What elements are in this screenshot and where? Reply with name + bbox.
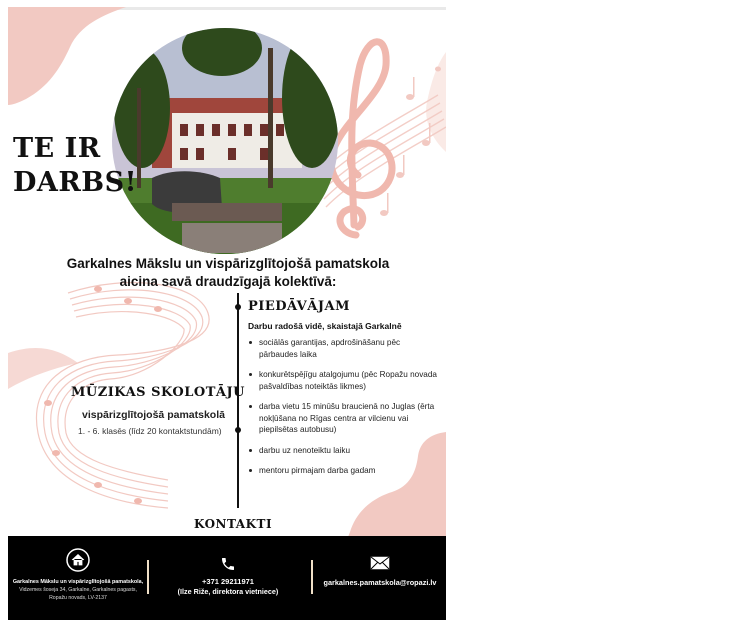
list-item: sociālās garantijas, apdrošināšanu pēc pārbaudes laika: [248, 337, 438, 360]
timeline-dot-job: [235, 427, 241, 433]
timeline-divider: [237, 293, 239, 508]
address-block: [10, 548, 146, 602]
email-block: [316, 556, 444, 588]
offer-subtitle: Darbu radošā vidē, skaistajā Garkalnē: [248, 321, 402, 331]
envelope-icon: [370, 556, 390, 570]
school-photo: [112, 28, 338, 254]
headline-line-2: DARBS!: [13, 167, 137, 198]
headline: [13, 132, 137, 200]
footer-separator: [311, 560, 313, 594]
home-icon: [66, 548, 90, 572]
address-name: Garkalnes Mākslu un vispārizglītojošā pamatskola,: [12, 579, 144, 585]
phone-number[interactable]: +371 29211971: [202, 577, 254, 586]
phone-person: (Ilze Riže, direktora vietniece): [177, 587, 279, 596]
phone-block: [158, 556, 298, 597]
intro-line-2: aicina savā draudzīgajā kolektīvā:: [119, 274, 337, 289]
timeline-dot-offer: [235, 304, 241, 310]
intro-text: [48, 255, 408, 291]
address-line-1: Vidzemes šoseja 34, Garkalne, Garkalnes pagasts,: [19, 587, 137, 593]
address-line-2: Ropažu novads, LV-2137: [49, 595, 107, 601]
contacts-footer: [8, 536, 446, 620]
contacts-title: KONTAKTI: [194, 517, 273, 531]
headline-line-1: TE IR: [13, 133, 101, 164]
footer-separator: [147, 560, 149, 594]
intro-line-1: Garkalnes Mākslu un vispārizglītojošā pamatskola: [66, 256, 390, 271]
offer-title: PIEDĀVĀJAM: [248, 299, 350, 314]
list-item: mentoru pirmajam darba gadam: [248, 465, 438, 477]
list-item: konkurētspējīgu atalgojumu (pēc Ropažu novada pašvaldības noteiktās likmes): [248, 369, 438, 392]
email-address[interactable]: garkalnes.pamatskola@ropazi.lv: [323, 578, 437, 587]
job-poster: [8, 7, 446, 620]
pink-blob-top-left: [8, 7, 138, 107]
list-item: darba vietu 15 minūšu braucienā no Juglas (ērta nokļūšana no Rīgas centra ar vilcienu vai piepilsētas autobusu): [248, 401, 438, 436]
job-school: vispārizglītojošā pamatskolā: [82, 409, 225, 421]
job-title: MŪZIKAS SKOLOTĀJU: [71, 385, 245, 400]
phone-icon: [220, 556, 236, 572]
job-grades: 1. - 6. klasēs (līdz 20 kontaktstundām): [78, 426, 222, 436]
list-item: darbu uz nenoteiktu laiku: [248, 445, 438, 457]
offer-list: [248, 337, 438, 486]
